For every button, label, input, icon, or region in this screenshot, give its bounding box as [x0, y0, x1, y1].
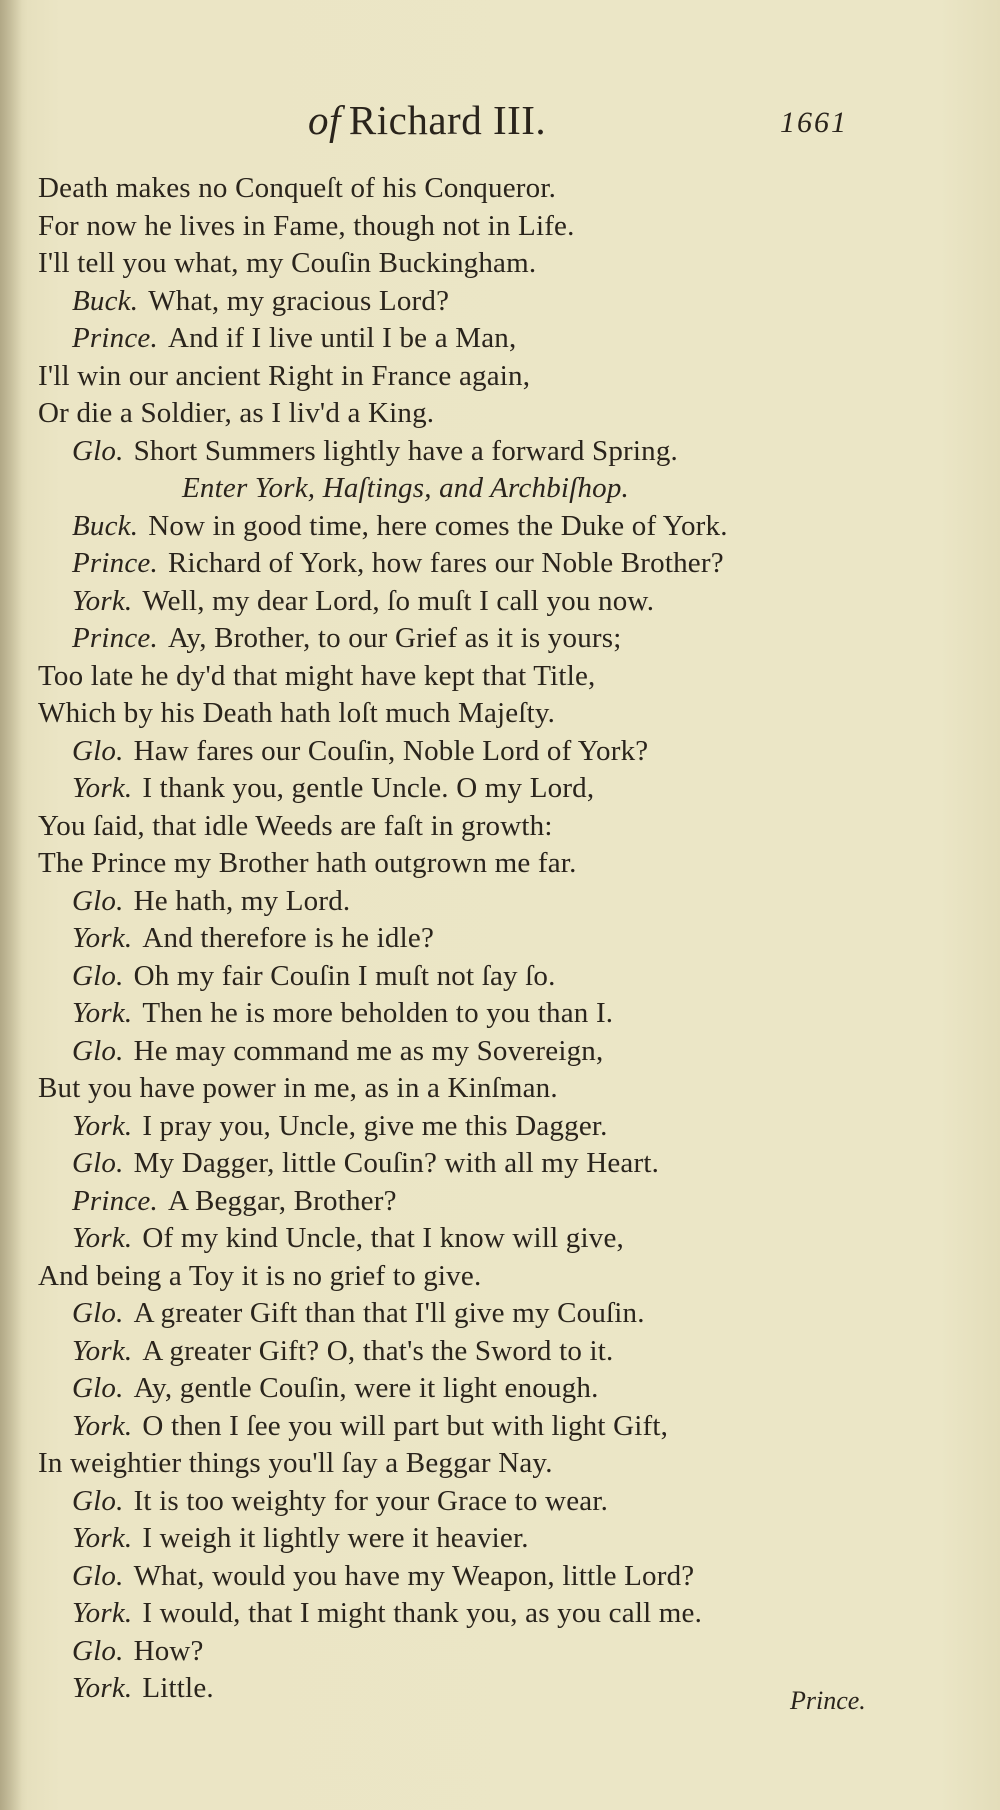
verse-line — [0, 358, 1000, 396]
speech-line — [0, 620, 1000, 658]
line-text: Then he is more beholden to you than I. — [142, 997, 614, 1029]
line-text: I'll win our ancient Right in France again, — [38, 359, 531, 392]
speech-line — [0, 1595, 1000, 1633]
speaker-name: York. — [72, 1672, 133, 1704]
speech-line — [0, 1370, 1000, 1408]
play-text — [0, 170, 1000, 1708]
speech-line — [0, 1033, 1000, 1071]
speech-line — [0, 920, 1000, 958]
speaker-name: Prince. — [72, 622, 158, 654]
running-head — [0, 96, 1000, 156]
line-text: What, my gracious Lord? — [148, 284, 450, 317]
line-text: Richard of York, how fares our Noble Brother? — [167, 547, 724, 579]
speaker-name: Prince. — [72, 1184, 158, 1217]
speaker-name: York. — [72, 772, 133, 804]
line-text: A Beggar, Brother? — [167, 1184, 397, 1217]
speech-line — [0, 733, 1000, 771]
verse-line — [0, 695, 1000, 733]
line-text: And therefore is he idle? — [142, 922, 435, 954]
line-text: Oh my fair Couſin I muſt not ſay ſo. — [133, 959, 556, 992]
verse-line — [0, 208, 1000, 246]
line-text: In weightier things you'll ſay a Beggar Nay. — [38, 1447, 553, 1479]
speaker-name: York. — [72, 1109, 133, 1142]
line-text: Death makes no Conqueſt of his Conqueror. — [38, 172, 557, 204]
speaker-name: Glo. — [72, 1147, 124, 1179]
line-text: My Dagger, little Couſin? with all my Heart. — [133, 1147, 660, 1179]
speaker-name: York. — [72, 1334, 133, 1367]
line-text: And if I live until I be a Man, — [167, 322, 517, 354]
verse-line — [0, 845, 1000, 883]
line-text: For now he lives in Fame, though not in Life. — [38, 209, 575, 242]
line-text: Too late he dy'd that might have kept that Title, — [38, 659, 596, 692]
line-text: Well, my dear Lord, ſo muſt I call you now. — [142, 584, 655, 617]
verse-line — [0, 395, 1000, 433]
speaker-name: York. — [72, 1597, 133, 1629]
line-text: A greater Gift than that I'll give my Couſin. — [133, 1297, 645, 1329]
speaker-name: Glo. — [72, 884, 124, 917]
line-text: Short Summers lightly have a forward Spring. — [133, 434, 678, 467]
speech-line — [0, 995, 1000, 1033]
speaker-name: Glo. — [72, 734, 124, 767]
direction-text: Enter York, Haſtings, and Archbiſhop. — [182, 472, 629, 504]
line-text: Ay, Brother, to our Grief as it is yours; — [167, 622, 622, 654]
page-number: 1661 — [780, 106, 848, 139]
verse-line — [0, 170, 1000, 208]
line-text: The Prince my Brother hath outgrown me far. — [38, 847, 577, 879]
speech-line — [0, 1220, 1000, 1258]
verse-line — [0, 658, 1000, 696]
line-text: Little. — [142, 1672, 214, 1704]
verse-line — [0, 245, 1000, 283]
speaker-name: York. — [72, 1222, 133, 1254]
line-text: And being a Toy it is no grief to give. — [38, 1259, 482, 1292]
speaker-name: Prince. — [72, 322, 158, 354]
title-main: Richard III. — [348, 97, 547, 143]
line-text: Which by his Death hath loſt much Majeſty. — [38, 697, 556, 729]
speaker-name: Buck. — [72, 284, 139, 317]
speech-line — [0, 320, 1000, 358]
speaker-name: York. — [72, 584, 133, 617]
line-text: Haw fares our Couſin, Noble Lord of York? — [133, 734, 649, 767]
verse-line — [0, 1445, 1000, 1483]
speech-line — [0, 433, 1000, 471]
line-text: But you have power in me, as in a Kinſman. — [38, 1072, 558, 1104]
line-text: You ſaid, that idle Weeds are faſt in growth: — [38, 809, 553, 842]
title-prefix: of — [308, 97, 341, 143]
catchword: Prince. — [790, 1686, 866, 1715]
speaker-name: Prince. — [72, 547, 158, 579]
speech-line — [0, 1333, 1000, 1371]
page-title — [308, 96, 546, 144]
line-text: He may command me as my Sovereign, — [133, 1034, 604, 1067]
line-text: Of my kind Uncle, that I know will give, — [142, 1222, 624, 1254]
speaker-name: Glo. — [72, 1297, 124, 1329]
speech-line — [0, 1483, 1000, 1521]
stage-direction — [0, 470, 1000, 508]
line-text: Or die a Soldier, as I liv'd a King. — [38, 397, 435, 429]
line-text: I weigh it lightly were it heavier. — [142, 1522, 529, 1554]
line-text: He hath, my Lord. — [133, 884, 351, 917]
line-text: I pray you, Uncle, give me this Dagger. — [142, 1109, 608, 1142]
speaker-name: Glo. — [72, 959, 124, 992]
speech-line — [0, 1558, 1000, 1596]
line-text: It is too weighty for your Grace to wear. — [133, 1484, 609, 1517]
speaker-name: Glo. — [72, 434, 124, 467]
speech-line — [0, 1295, 1000, 1333]
line-text: A greater Gift? O, that's the Sword to it. — [142, 1334, 614, 1367]
speech-line — [0, 1408, 1000, 1446]
speaker-name: Glo. — [72, 1372, 124, 1404]
speech-line — [0, 1633, 1000, 1671]
speaker-name: York. — [72, 922, 133, 954]
line-text: Ay, gentle Couſin, were it light enough. — [133, 1372, 599, 1404]
line-text: What, would you have my Weapon, little Lord? — [133, 1559, 695, 1592]
speaker-name: York. — [72, 997, 133, 1029]
verse-line — [0, 1070, 1000, 1108]
speech-line — [0, 1183, 1000, 1221]
speech-line — [0, 1520, 1000, 1558]
speech-line — [0, 958, 1000, 996]
speech-line — [0, 883, 1000, 921]
speech-line — [0, 508, 1000, 546]
verse-line — [0, 808, 1000, 846]
speaker-name: Glo. — [72, 1559, 124, 1592]
speaker-name: Buck. — [72, 509, 139, 542]
line-text: I would, that I might thank you, as you call me. — [142, 1597, 703, 1629]
speech-line — [0, 1108, 1000, 1146]
speech-line — [0, 583, 1000, 621]
line-text: Now in good time, here comes the Duke of York. — [148, 509, 728, 542]
speech-line — [0, 1145, 1000, 1183]
verse-line — [0, 1258, 1000, 1296]
line-text: O then I ſee you will part but with light Gift, — [142, 1409, 669, 1442]
speech-line — [0, 545, 1000, 583]
speaker-name: York. — [72, 1409, 133, 1442]
speaker-name: Glo. — [72, 1634, 124, 1667]
line-text: I'll tell you what, my Couſin Buckingham. — [38, 247, 537, 279]
line-text: How? — [133, 1634, 204, 1667]
speaker-name: Glo. — [72, 1034, 124, 1067]
line-text: I thank you, gentle Uncle. O my Lord, — [142, 772, 595, 804]
speaker-name: Glo. — [72, 1484, 124, 1517]
speech-line — [0, 283, 1000, 321]
speaker-name: York. — [72, 1522, 133, 1554]
speech-line — [0, 770, 1000, 808]
